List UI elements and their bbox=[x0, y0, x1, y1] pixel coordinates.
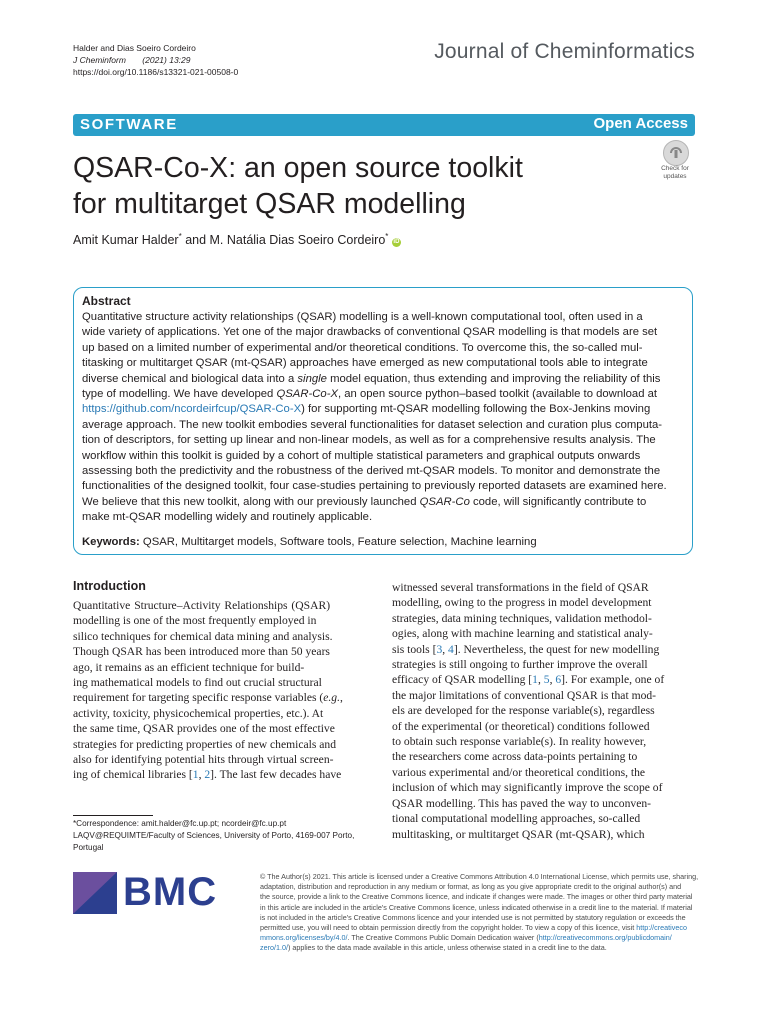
body-line-text: requirement for targeting specific response variables ( bbox=[73, 691, 324, 705]
body-line-text: , bbox=[198, 768, 205, 782]
publicdomain-link[interactable]: http://creativecommons.org/publicdomain/ bbox=[538, 933, 672, 943]
check-updates-text bbox=[655, 165, 695, 180]
license-line bbox=[260, 933, 696, 943]
abstract-line: up based on a limited number of experimental and/or theoretical conditions. To overcome this, the so-called mul- bbox=[82, 341, 643, 354]
year-volume: (2021) 13:29 bbox=[142, 55, 191, 65]
abstract-line-text: , an open source python–based toolkit (available to download at bbox=[338, 388, 658, 401]
article-type-label: SOFTWARE bbox=[80, 116, 178, 133]
body-line: the major limitations of conventional QSAR is that mod- bbox=[392, 688, 657, 702]
body-line: witnessed several transformations in the field of QSAR bbox=[392, 581, 649, 594]
github-link[interactable]: https://github.com/ncordeirfcup/QSAR-Co-X bbox=[82, 403, 302, 416]
body-line-text: sis tools [ bbox=[392, 642, 437, 656]
body-line: the researchers come across data-points pertaining to bbox=[392, 750, 638, 764]
abstract-line: tion of descriptors, for setting up linear and non-linear models, as well as for a comprehensive results analysis. The bbox=[82, 434, 656, 447]
body-line-text: , bbox=[442, 642, 449, 656]
check-updates-line1: Check for bbox=[661, 165, 689, 172]
license-text bbox=[260, 872, 699, 954]
keywords-label: Keywords: bbox=[82, 536, 140, 548]
affiliation-line: LAQV@REQUIMTE/Faculty of Sciences, University of Porto, 4169-007 Porto, bbox=[73, 831, 355, 840]
emphasis: QSAR-Co-X bbox=[276, 388, 338, 401]
abstract-line: wide variety of applications. Yet one of the major drawbacks of conventional QSAR modelling is that models are set bbox=[82, 326, 658, 339]
body-line: also for identifying potential hits through virtual screen- bbox=[73, 753, 334, 767]
license-line-text: . The Creative Commons Public Domain Dedication waiver ( bbox=[347, 933, 539, 943]
abstract-line: titasking or multitarget QSAR (mt-QSAR) approaches have emerged as new computational tools able to integrate bbox=[82, 357, 648, 370]
abstract-text bbox=[82, 310, 688, 526]
author-2[interactable]: and M. Natália Dias Soeiro Cordeiro bbox=[181, 233, 386, 248]
body-line-text: , bbox=[340, 691, 343, 705]
citation-link[interactable]: 2 bbox=[204, 768, 211, 782]
citation-link[interactable]: 6 bbox=[555, 673, 562, 687]
body-line-text: ]. Nevertheless, the quest for new modelling bbox=[453, 642, 660, 656]
citation-link[interactable]: 4 bbox=[448, 642, 454, 656]
body-line: modelling, owing to the progress in model development bbox=[392, 596, 652, 610]
abstract-line: Quantitative structure activity relationships (QSAR) modelling is a well-known computational tool, often used in a bbox=[82, 311, 643, 323]
introduction-heading: Introduction bbox=[73, 579, 146, 593]
authors-short: Halder and Dias Soeiro Cordeiro bbox=[73, 43, 196, 53]
publicdomain-link[interactable]: zero/1.0/ bbox=[260, 943, 288, 953]
abstract-line-text: type of modelling. We have developed bbox=[82, 388, 274, 401]
license-line bbox=[260, 923, 696, 933]
abstract-line bbox=[82, 372, 688, 387]
license-line bbox=[260, 943, 696, 953]
abstract-line-text: ) for supporting mt-QSAR modelling following the Box-Jenkins moving bbox=[301, 403, 651, 416]
body-line: of the experimental (or theoretical) conditions followed bbox=[392, 719, 650, 733]
body-line: strategies, data mining techniques, validation methodol- bbox=[392, 611, 652, 625]
body-line-text: , bbox=[549, 673, 556, 687]
correspondence-emails[interactable]: *Correspondence: amit.halder@fc.up.pt; ncordeir@fc.up.pt bbox=[73, 819, 287, 828]
body-line bbox=[392, 642, 695, 657]
body-line: silico techniques for chemical data mining and analysis. bbox=[73, 629, 333, 643]
license-link[interactable]: http://creativeco bbox=[636, 923, 687, 933]
body-line: els are developed for the response variable(s), regardless bbox=[392, 704, 655, 718]
bmc-logo[interactable] bbox=[73, 872, 218, 914]
abstract-line bbox=[82, 402, 688, 417]
body-line: to obtain such response variable(s). In reality however, bbox=[392, 735, 647, 749]
abstract-line: average approach. The new toolkit embodies several functionalities for dataset selection and curation plus computa- bbox=[82, 418, 663, 431]
citation-link[interactable]: 5 bbox=[543, 673, 550, 687]
abstract-line-text: code, will significantly contribute to bbox=[469, 495, 647, 508]
check-for-updates-badge[interactable] bbox=[655, 140, 695, 182]
body-line: multitasking, or multitarget QSAR (mt-QSAR), which bbox=[392, 827, 645, 841]
body-line: the same time, QSAR provides one of the most effective bbox=[73, 722, 335, 736]
license-line: is not included in the article's Creative Commons licence and your intended use is not permitted by statutory regulation or exceeds the bbox=[260, 912, 686, 922]
keywords-list: QSAR, Multitarget models, Software tools, Feature selection, Machine learning bbox=[142, 536, 537, 548]
body-line: Quantitative Structure–Activity Relationships (QSAR) bbox=[73, 599, 331, 612]
corresponding-mark-1: * bbox=[178, 232, 182, 241]
title-line-2: for multitarget QSAR modelling bbox=[73, 188, 466, 220]
author-list bbox=[73, 232, 401, 247]
emphasis: e.g. bbox=[323, 691, 340, 705]
abstract-line bbox=[82, 495, 688, 510]
abstract-line: assessing both the predictivity and the robustness of the derived mt-QSAR models. To monitor and demonstrate the bbox=[82, 465, 661, 478]
abstract-line-text: model equation, thus extending and improving the reliability of this bbox=[326, 372, 661, 385]
citation-line bbox=[73, 54, 238, 66]
body-line bbox=[392, 672, 695, 687]
body-line: QSAR modelling. This has paved the way to unconven- bbox=[392, 796, 651, 810]
body-line: ing mathematical models to find out crucial structural bbox=[73, 676, 322, 690]
body-line-text: , bbox=[537, 673, 544, 687]
article-title bbox=[73, 150, 633, 222]
abstract-line-text: diverse chemical and biological data into a bbox=[82, 372, 295, 385]
abstract-line-text: We believe that this new toolkit, along with our previously launched bbox=[82, 495, 417, 508]
journal-name: Journal of Cheminformatics bbox=[434, 40, 695, 63]
title-line-1: QSAR-Co-X: an open source toolkit bbox=[73, 152, 523, 184]
orcid-icon[interactable]: iD bbox=[393, 239, 400, 246]
affiliation-line: Portugal bbox=[73, 843, 104, 852]
body-line-text: ]. The last few decades have bbox=[210, 768, 342, 782]
intro-right-column bbox=[392, 580, 695, 842]
abstract-line: workflow within this toolkit is guided by a cohort of multiple statistical parameters and graphical outputs onwards bbox=[82, 449, 641, 462]
emphasis: single bbox=[297, 372, 327, 385]
body-line: tional computational modelling approaches, so-called bbox=[392, 812, 641, 826]
citation-link[interactable]: 3 bbox=[436, 642, 443, 656]
body-line-text: efficacy of QSAR modelling [ bbox=[392, 673, 533, 687]
body-line: Though QSAR has been introduced more than 50 years bbox=[73, 645, 330, 659]
body-line-text: ing of chemical libraries [ bbox=[73, 768, 193, 782]
body-line: modelling is one of the most frequently employed in bbox=[73, 614, 317, 628]
body-line: various experimental and/or theoretical conditions, the bbox=[392, 765, 646, 779]
license-line: the source, provide a link to the Creative Commons licence, and indicate if changes were made. The images or other third party material bbox=[260, 892, 693, 902]
body-line-text: ]. For example, one of bbox=[561, 673, 665, 687]
doi-link[interactable]: https://doi.org/10.1186/s13321-021-00508-0 bbox=[73, 67, 239, 77]
check-updates-icon bbox=[663, 140, 689, 166]
abstract-line: functionalities of the designed toolkit, four case-studies pertaining to previously reported datasets are examined here. bbox=[82, 480, 667, 493]
license-line: © The Author(s) 2021. This article is licensed under a Creative Commons Attribution 4.0 International License, which permits use, sharing, bbox=[260, 872, 699, 881]
corresponding-mark-2: * bbox=[385, 232, 389, 241]
citation-link[interactable]: 1 bbox=[532, 673, 538, 687]
author-1[interactable]: Amit Kumar Halder bbox=[73, 233, 179, 248]
correspondence-footnote bbox=[73, 818, 354, 854]
body-line: ago, it remains as an efficient technique for build- bbox=[73, 660, 305, 674]
abstract-line bbox=[82, 387, 688, 402]
body-line: strategies for predicting properties of new chemicals and bbox=[73, 737, 337, 751]
body-line: strategies is still ongoing to further improve the overall bbox=[392, 658, 648, 672]
license-line: adaptation, distribution and reproduction in any medium or format, as long as you give appropriate credit to the original author(s) and bbox=[260, 882, 682, 892]
footnote-rule bbox=[73, 815, 153, 816]
emphasis: QSAR-Co bbox=[419, 495, 470, 508]
bmc-logo-icon bbox=[73, 872, 117, 914]
license-link[interactable]: mmons.org/licenses/by/4.0/ bbox=[260, 933, 348, 943]
body-line bbox=[73, 767, 375, 782]
body-line: activity, toxicity, physicochemical properties, etc.). At bbox=[73, 706, 324, 720]
bmc-logo-text: BMC bbox=[123, 870, 218, 914]
abstract-line: make mt-QSAR modelling widely and routinely applicable. bbox=[82, 511, 373, 524]
citation-link[interactable]: 1 bbox=[192, 768, 199, 782]
keywords-line bbox=[82, 536, 537, 548]
check-updates-line2: updates bbox=[663, 172, 687, 180]
license-line: in this article are included in the article's Creative Commons licence, unless indicated otherwise in a credit line to the material. If material bbox=[260, 902, 693, 912]
abstract-heading: Abstract bbox=[82, 294, 131, 308]
article-meta bbox=[73, 42, 238, 78]
body-line bbox=[73, 690, 375, 705]
body-line: inclusion of which may significantly improve the scope of bbox=[392, 781, 663, 795]
intro-left-column bbox=[73, 598, 375, 783]
journal-abbrev: J Cheminform bbox=[73, 55, 126, 65]
body-line: ogies, along with machine learning and statistical analy- bbox=[392, 627, 653, 641]
open-access-label: Open Access bbox=[593, 115, 688, 132]
license-line-text: ) applies to the data made available in this article, unless otherwise stated in a credit line to the data. bbox=[287, 943, 607, 953]
license-line-text: permitted use, you will need to obtain permission directly from the copyright holder. To view a copy of this licence, visit bbox=[260, 923, 637, 933]
